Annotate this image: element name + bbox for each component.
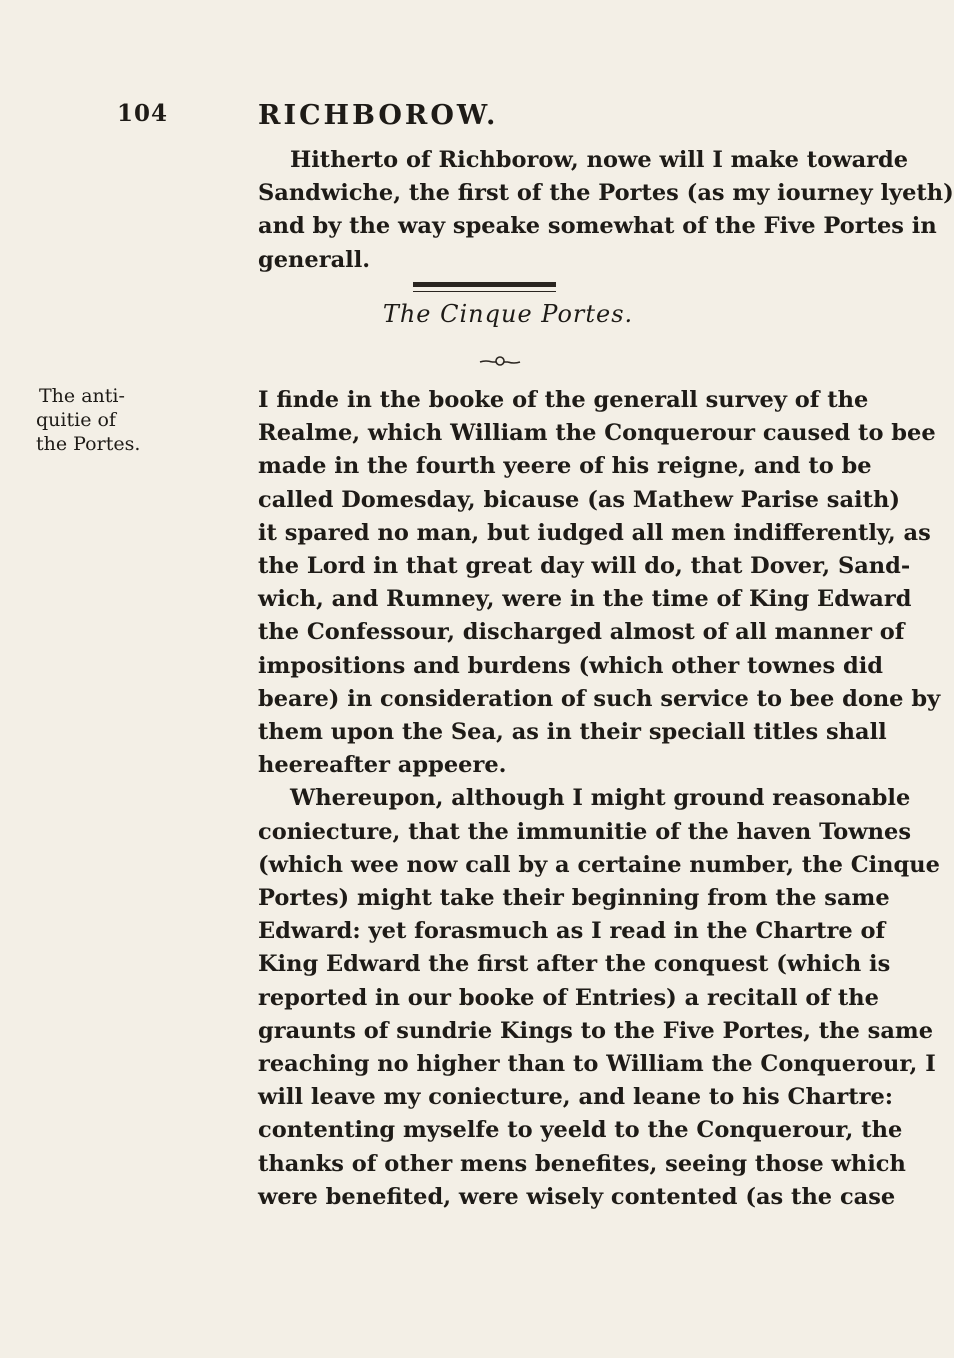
margin-note-line: quitie of bbox=[36, 409, 116, 431]
text-line: were benefited, were wisely contented (as the case bbox=[258, 1183, 896, 1210]
text-line: Edward: yet forasmuch as I read in the Chartre of bbox=[258, 918, 886, 945]
text-line: Hitherto of Richborow, nowe will I make towarde bbox=[290, 147, 909, 173]
text-line: Sandwiche, the first of the Portes (as my iourney lyeth) bbox=[258, 180, 954, 207]
text-line: the Confessour, discharged almost of all manner of bbox=[258, 619, 905, 646]
fleuron-ornament-icon bbox=[478, 354, 522, 368]
text-line: Realme, which William the Conquerour caused to bee bbox=[258, 420, 936, 447]
section-rule bbox=[413, 282, 556, 287]
text-line: Portes) might take their beginning from the same bbox=[258, 885, 890, 912]
text-line: King Edward the first after the conquest (which is bbox=[258, 951, 891, 978]
text-line: impositions and burdens (which other townes did bbox=[258, 652, 884, 679]
text-line: I finde in the booke of the generall survey of the bbox=[258, 387, 869, 413]
text-line: made in the fourth yeere of his reigne, and to be bbox=[258, 453, 872, 480]
text-line: heereafter appeere. bbox=[258, 752, 507, 779]
text-line: coniecture, that the immunitie of the haven Townes bbox=[258, 818, 912, 845]
text-line: Whereupon, although I might ground reasonable bbox=[290, 785, 911, 812]
margin-note-line: The anti- bbox=[39, 385, 125, 407]
text-line: contenting myselfe to yeeld to the Conquerour, the bbox=[258, 1117, 903, 1144]
text-line: reported in our booke of Entries) a recitall of the bbox=[258, 984, 879, 1011]
text-line: called Domesday, bicause (as Mathew Parise saith) bbox=[258, 486, 900, 513]
margin-note bbox=[36, 384, 176, 456]
text-line: wich, and Rumney, were in the time of King Edward bbox=[258, 586, 912, 613]
text-line: thanks of other mens benefites, seeing those which bbox=[258, 1150, 906, 1177]
section-rule-thin bbox=[413, 291, 556, 292]
text-line: will leave my coniecture, and leane to his Chartre: bbox=[258, 1084, 894, 1111]
page-number: 104 bbox=[117, 100, 169, 127]
running-head: RICHBOROW. bbox=[258, 100, 499, 131]
section-title: The Cinque Portes. bbox=[382, 300, 634, 328]
text-line: them upon the Sea, as in their speciall titles shall bbox=[258, 719, 887, 746]
text-line: (which wee now call by a certaine number, the Cinque bbox=[258, 851, 940, 878]
text-line: the Lord in that great day will do, that Dover, Sand- bbox=[258, 553, 911, 580]
text-line: generall. bbox=[258, 246, 371, 273]
text-line: and by the way speake somewhat of the Five Portes in bbox=[258, 213, 937, 240]
text-line: beare) in consideration of such service to bee done by bbox=[258, 685, 941, 712]
margin-note-line: the Portes. bbox=[36, 433, 141, 455]
intro-paragraph bbox=[258, 144, 954, 277]
text-line: it spared no man, but iudged all men indifferently, as bbox=[258, 519, 931, 546]
body-paragraph bbox=[258, 384, 941, 1214]
text-line: reaching no higher than to William the Conquerour, I bbox=[258, 1051, 936, 1078]
text-line: graunts of sundrie Kings to the Five Portes, the same bbox=[258, 1017, 934, 1044]
